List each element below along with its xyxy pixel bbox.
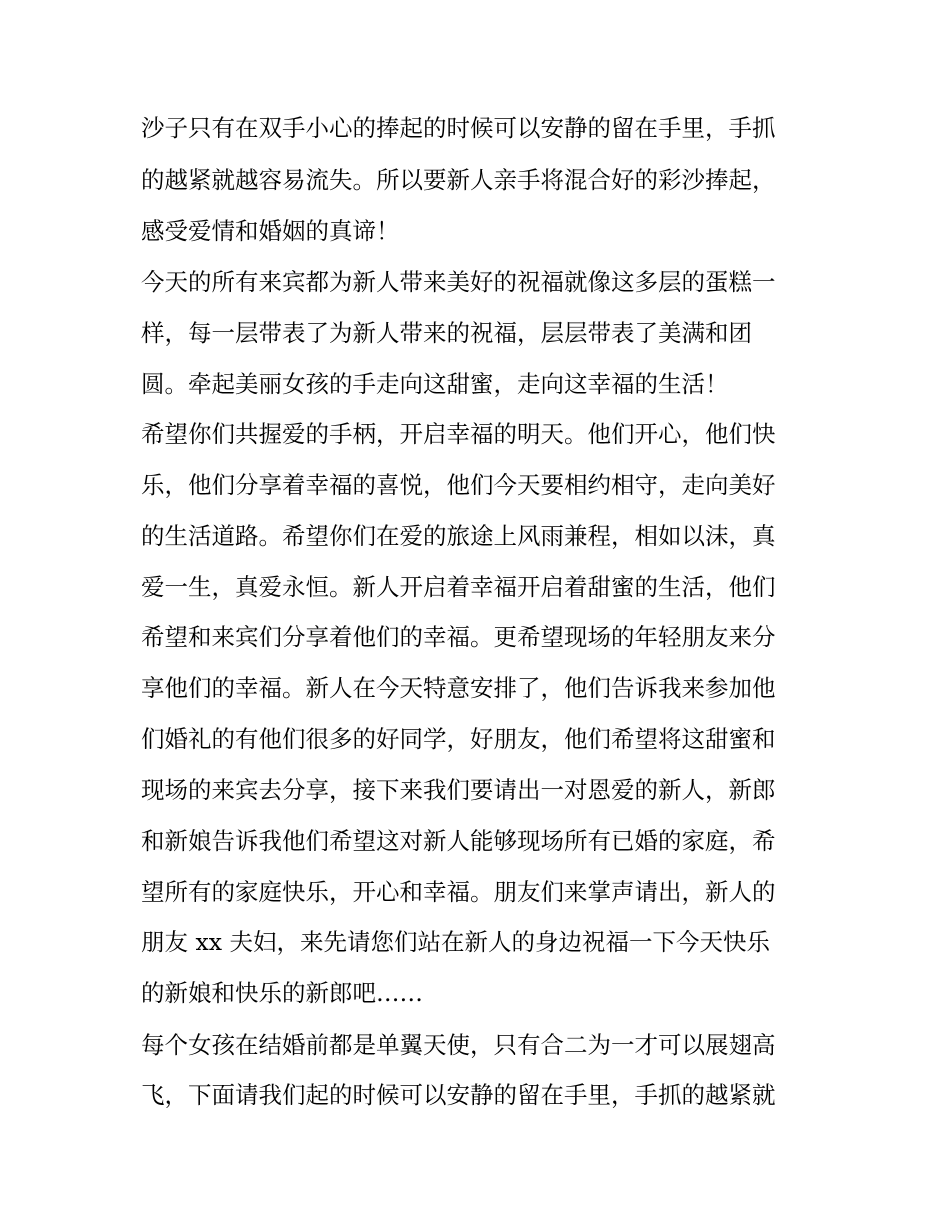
text-line: 飞，下面请我们起的时候可以安静的留在手里，手抓的越紧就 bbox=[141, 1081, 776, 1109]
text-line: 乐，他们分享着幸福的喜悦，他们今天要相约相守，走向美好 bbox=[141, 471, 776, 499]
text-line: 每个女孩在结婚前都是单翼天使，只有合二为一才可以展翅高 bbox=[141, 1031, 776, 1059]
text-line: 今天的所有来宾都为新人带来美好的祝福就像这多层的蛋糕一 bbox=[141, 268, 776, 296]
text-line: 朋友 xx 夫妇，来先请您们站在新人的身边祝福一下今天快乐 bbox=[141, 928, 770, 956]
text-line: 的生活道路。希望你们在爱的旅途上风雨兼程，相如以沫，真 bbox=[141, 522, 776, 550]
text-line: 希望你们共握爱的手柄，开启幸福的明天。他们开心，他们快 bbox=[141, 420, 776, 448]
text-line: 样，每一层带表了为新人带来的祝福，层层带表了美满和团 bbox=[141, 319, 752, 347]
text-line: 的新娘和快乐的新郎吧…… bbox=[141, 979, 423, 1007]
text-line: 感受爱情和婚姻的真谛！ bbox=[141, 217, 400, 245]
text-line: 望所有的家庭快乐，开心和幸福。朋友们来掌声请出，新人的 bbox=[141, 878, 776, 906]
text-line: 现场的来宾去分享，接下来我们要请出一对恩爱的新人，新郎 bbox=[141, 776, 776, 804]
text-line: 希望和来宾们分享着他们的幸福。更希望现场的年轻朋友来分 bbox=[141, 623, 776, 651]
text-line: 和新娘告诉我他们希望这对新人能够现场所有已婚的家庭，希 bbox=[141, 827, 776, 855]
text-line: 沙子只有在双手小心的捧起的时候可以安静的留在手里，手抓 bbox=[141, 114, 776, 142]
text-line: 享他们的幸福。新人在今天特意安排了，他们告诉我来参加他 bbox=[141, 674, 776, 702]
text-line: 的越紧就越容易流失。所以要新人亲手将混合好的彩沙捧起， bbox=[141, 166, 776, 194]
text-line: 们婚礼的有他们很多的好同学，好朋友，他们希望将这甜蜜和 bbox=[141, 725, 776, 753]
text-line: 圆。牵起美丽女孩的手走向这甜蜜，走向这幸福的生活！ bbox=[141, 370, 729, 398]
text-line: 爱一生，真爱永恒。新人开启着幸福开启着甜蜜的生活，他们 bbox=[141, 573, 776, 601]
